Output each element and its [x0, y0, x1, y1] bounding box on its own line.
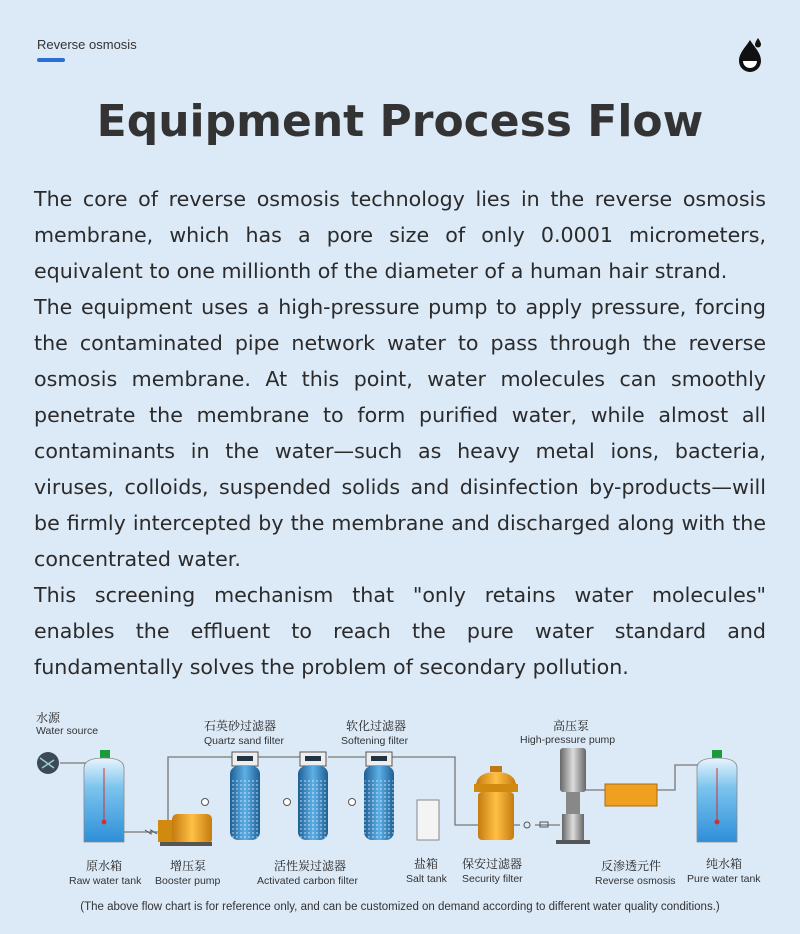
booster-pump-label-en: Booster pump	[155, 875, 221, 887]
pure-water-tank-icon	[697, 750, 737, 842]
activated-carbon-filter-icon	[298, 752, 328, 840]
security-filter-label-en: Security filter	[462, 873, 523, 885]
carbon-filter-label-en: Activated carbon filter	[257, 875, 358, 887]
salt-tank-icon	[417, 800, 439, 840]
security-filter-label-zh: 保安过滤器	[462, 857, 523, 871]
high-pressure-pump-icon	[556, 748, 590, 844]
security-filter-icon	[474, 766, 518, 840]
water-source-label-zh: 水源	[36, 711, 61, 725]
ro-element-label-zh: 反渗透元件	[601, 859, 662, 873]
tag-underline	[37, 58, 65, 62]
paragraph-2: The equipment uses a high-pressure pump to apply pressure, forcing the contaminated pipe network water to pass through the reverse osmosis membrane. At this point, water molecules can smoothly penetrate the membrane to form purified water, while almost all contaminants in the water—such as heavy metal ions, bacteria, viruses, colloids, suspended solids and disinfection by-products—will be firmly intercepted by the membrane and discharged along with the concentrated water.	[34, 295, 766, 571]
raw-tank-label-en: Raw water tank	[69, 875, 142, 887]
paragraph-3: This screening mechanism that "only retains water molecules" enables the effluent to reach the pure water standard and fundamentally solves the problem of secondary pollution.	[34, 583, 766, 679]
salt-tank-label-en: Salt tank	[406, 873, 447, 885]
process-flow-diagram	[0, 700, 800, 900]
salt-tank-label-zh: 盐箱	[414, 857, 439, 871]
hp-pump-label-zh: 高压泵	[553, 719, 590, 733]
water-drop-icon	[734, 36, 766, 74]
booster-pump-label-zh: 增压泵	[170, 859, 207, 873]
quartz-sand-filter-icon	[230, 752, 260, 840]
pressure-gauge-icons	[202, 799, 356, 806]
reverse-osmosis-element-icon	[605, 784, 657, 806]
booster-pump-icon	[158, 814, 212, 846]
softening-filter-icon	[364, 752, 394, 840]
raw-water-tank-icon	[84, 750, 124, 842]
hp-pump-label-en: High-pressure pump	[520, 734, 616, 746]
body-text	[34, 181, 766, 685]
ro-element-label-en: Reverse osmosis	[595, 875, 676, 887]
page-title: Equipment Process Flow	[96, 96, 704, 147]
softening-filter-label-en: Softening filter	[341, 735, 409, 747]
pure-tank-label-zh: 纯水箱	[706, 857, 743, 871]
softening-filter-label-zh: 软化过滤器	[346, 719, 407, 733]
category-tag: Reverse osmosis	[37, 37, 137, 52]
quartz-filter-label-zh: 石英砂过滤器	[204, 719, 277, 733]
raw-tank-label-zh: 原水箱	[86, 859, 123, 873]
pure-tank-label-en: Pure water tank	[687, 873, 761, 885]
quartz-filter-label-en: Quartz sand filter	[204, 735, 284, 747]
paragraph-1: The core of reverse osmosis technology lies in the reverse osmosis membrane, which has a pore size of only 0.0001 micrometers, equivalent to one millionth of the diameter of a human hair strand.	[34, 187, 766, 283]
footnote: (The above flow chart is for reference only, and can be customized on demand according to different water quality conditions.)	[80, 901, 720, 913]
carbon-filter-label-zh: 活性炭过滤器	[274, 859, 347, 873]
water-source-label-en: Water source	[36, 725, 99, 737]
